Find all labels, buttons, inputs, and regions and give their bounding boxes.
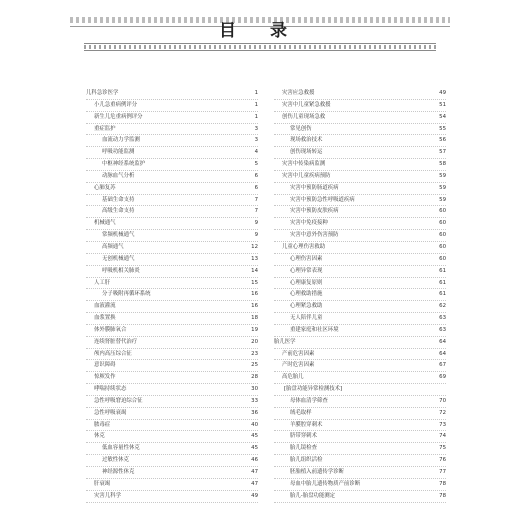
toc-entry-title: 母血中胎儿遗传物质产前诊断 xyxy=(290,480,361,487)
toc-entry-title: 急性呼吸衰竭 xyxy=(94,409,127,416)
toc-entry[interactable] xyxy=(86,124,258,136)
toc-entry-title: 意识障碍 xyxy=(94,362,116,369)
toc-entry[interactable] xyxy=(274,443,446,455)
toc-entry-page: 46 xyxy=(251,457,258,464)
toc-entry-page: 78 xyxy=(439,492,446,499)
toc-entry-title: 儿科急诊医学 xyxy=(86,90,119,96)
toc-entry-title: 无人陪伴儿童 xyxy=(290,315,323,322)
toc-entry[interactable] xyxy=(86,325,258,337)
toc-entry-title: 母体血清学筛查 xyxy=(290,397,328,404)
toc-entry-title: 胎儿组织活检 xyxy=(290,457,323,464)
toc-entry[interactable] xyxy=(274,266,446,278)
toc-entry[interactable] xyxy=(86,206,258,218)
toc-entry-title: 惊厥发作 xyxy=(94,374,116,381)
toc-entry-title: 灾害中预防肠道疾病 xyxy=(290,184,339,191)
toc-entry-title: 高危胎儿 xyxy=(282,374,304,381)
toc-entry[interactable] xyxy=(86,171,258,183)
toc-entry-title: 灾害中儿童紧急救援 xyxy=(282,101,331,108)
toc-entry-page: 61 xyxy=(439,279,446,286)
toc-entry-page: 45 xyxy=(251,445,258,452)
toc-entry-page: 6 xyxy=(254,184,258,191)
toc-entry[interactable] xyxy=(86,443,258,455)
toc-entry[interactable] xyxy=(274,206,446,218)
toc-entry-title: 新生儿危重病例评分 xyxy=(94,113,143,120)
toc-entry[interactable] xyxy=(86,372,258,384)
toc-entry-page: 59 xyxy=(439,196,446,203)
toc-entry-title: 灾害中儿童疾病预防 xyxy=(282,172,331,179)
toc-entry[interactable] xyxy=(86,396,258,408)
toc-entry-title: 心理异常表现 xyxy=(290,267,323,274)
toc-entry[interactable] xyxy=(274,349,446,361)
toc-entry[interactable] xyxy=(86,195,258,207)
toc-entry-page: 70 xyxy=(439,397,446,404)
toc-entry-title: 现场救治技术 xyxy=(290,137,323,144)
toc-entry[interactable] xyxy=(86,467,258,479)
toc-entry-title: 常频机械通气 xyxy=(102,232,135,239)
toc-entry[interactable] xyxy=(86,289,258,301)
toc-entry[interactable] xyxy=(274,491,446,503)
toc-entry-title: 低血容量性休克 xyxy=(102,445,140,452)
toc-entry[interactable] xyxy=(274,230,446,242)
toc-entry-page: 1 xyxy=(254,101,258,108)
toc-entry-page: 58 xyxy=(439,161,446,168)
toc-entry[interactable] xyxy=(274,278,446,290)
toc-entry-page: 20 xyxy=(251,338,258,345)
toc-entry-page: 60 xyxy=(439,243,446,250)
toc-entry-title: 心理紧急救助 xyxy=(290,303,323,310)
toc-entry[interactable] xyxy=(86,147,258,159)
toc-entry[interactable] xyxy=(274,242,446,254)
toc-entry-title: 血浆置换 xyxy=(94,315,116,322)
toc-entry[interactable] xyxy=(86,135,258,147)
toc-entry-page: 7 xyxy=(254,196,258,203)
title-underline-band xyxy=(84,43,436,51)
toc-entry-title: 心理救助措施 xyxy=(290,291,323,298)
toc-entry[interactable] xyxy=(86,159,258,171)
toc-entry-page: 1 xyxy=(254,113,258,120)
toc-entry[interactable] xyxy=(274,325,446,337)
toc-entry[interactable] xyxy=(86,301,258,313)
toc-entry[interactable] xyxy=(86,278,258,290)
band-line-top xyxy=(84,43,436,44)
toc-entry-page: 23 xyxy=(251,350,258,357)
toc-entry[interactable] xyxy=(86,218,258,230)
toc-entry[interactable] xyxy=(274,431,446,443)
toc-entry-page: 36 xyxy=(251,409,258,416)
toc-left-column xyxy=(86,88,258,503)
toc-entry-page: 33 xyxy=(251,397,258,404)
toc-entry-title: 小儿急重病例评分 xyxy=(94,101,138,108)
toc-entry[interactable] xyxy=(86,360,258,372)
toc-entry-title: 分子吸附再循环系统 xyxy=(102,291,151,298)
toc-entry-title: 胎儿医学 xyxy=(274,338,296,345)
toc-entry-title: 颅内高压综合征 xyxy=(94,350,132,357)
toc-entry[interactable] xyxy=(274,218,446,230)
toc-entry[interactable] xyxy=(274,396,446,408)
toc-entry[interactable] xyxy=(274,100,446,112)
toc-entry[interactable] xyxy=(86,408,258,420)
toc-entry-page: 47 xyxy=(251,469,258,475)
toc-entry-title: 基础生命支持 xyxy=(102,196,135,203)
toc-entry-title: 呼吸功能监测 xyxy=(102,149,135,156)
toc-entry[interactable] xyxy=(274,467,446,479)
toc-entry-title: 机械通气 xyxy=(94,220,116,227)
toc-entry-title: 体外膜肺氧合 xyxy=(94,326,127,333)
toc-entry-page: 13 xyxy=(251,255,258,262)
toc-entry-page: 63 xyxy=(439,315,446,322)
toc-entry[interactable] xyxy=(274,135,446,147)
toc-entry-page: 5 xyxy=(254,161,258,168)
toc-entry[interactable] xyxy=(274,455,446,467)
toc-entry-title: 灾害中传染病监测 xyxy=(282,161,326,168)
toc-entry-title: 产时危害因素 xyxy=(282,362,315,369)
toc-entry-page: 7 xyxy=(254,208,258,215)
toc-entry-page: 64 xyxy=(439,338,446,345)
toc-entry-title: 心理伤害因素 xyxy=(290,255,323,262)
toc-entry-page: 62 xyxy=(439,303,446,310)
toc-entry[interactable] xyxy=(86,420,258,432)
toc-entry-title: 胎儿-胎盘功能测定 xyxy=(290,492,336,499)
toc-entry[interactable] xyxy=(86,479,258,491)
toc-right-column xyxy=(274,88,446,503)
toc-entry[interactable] xyxy=(86,266,258,278)
toc-entry-page: 78 xyxy=(439,480,446,487)
toc-entry-page: 60 xyxy=(439,232,446,239)
toc-entry[interactable] xyxy=(274,159,446,171)
toc-entry-title: 灾害中意外伤害预防 xyxy=(290,232,339,239)
toc-entry[interactable] xyxy=(86,100,258,112)
band-line-bottom xyxy=(84,50,436,51)
toc-entry-page: 59 xyxy=(439,172,446,179)
toc-entry-page: 16 xyxy=(251,303,258,310)
toc-entry-page: 74 xyxy=(439,433,446,440)
toc-entry-page: 12 xyxy=(251,243,258,250)
toc-entry-title: 灾害中预防皮肤疾病 xyxy=(290,208,339,215)
toc-entry-page: 9 xyxy=(254,220,258,227)
toc-entry-title: 脓毒症 xyxy=(94,421,111,428)
toc-entry-page: 28 xyxy=(251,374,258,381)
toc-entry-title: 神经源性休克 xyxy=(102,469,135,475)
toc-entry-title: 连续肾脏替代治疗 xyxy=(94,338,138,345)
toc-entry-title: 哮喘持续状态 xyxy=(94,386,127,393)
toc-entry[interactable] xyxy=(86,242,258,254)
toc-entry-title: 灾害中免疫接种 xyxy=(290,220,328,227)
toc-entry-page: 75 xyxy=(439,445,446,452)
toc-entry-page: 3 xyxy=(254,137,258,144)
page-title: 目 录 xyxy=(219,21,301,41)
toc-entry[interactable] xyxy=(86,254,258,266)
toc-entry-page: 1 xyxy=(254,90,258,96)
toc-entry-page: 45 xyxy=(251,433,258,440)
toc-entry-page: 18 xyxy=(251,315,258,322)
toc-entry-page: 76 xyxy=(439,457,446,464)
toc-entry-page: 47 xyxy=(251,480,258,487)
toc-entry-title: 创伤现场转运 xyxy=(290,149,323,156)
toc-entry-title: 肝衰竭 xyxy=(94,480,111,487)
toc-entry[interactable] xyxy=(86,112,258,124)
toc-entry[interactable] xyxy=(86,183,258,195)
toc-entry-page: 72 xyxy=(439,409,446,416)
toc-entry-page: 9 xyxy=(254,232,258,239)
toc-entry-title: 动脉血气分析 xyxy=(102,172,135,179)
toc-entry[interactable] xyxy=(86,455,258,467)
toc-entry[interactable] xyxy=(274,171,446,183)
toc-entry[interactable] xyxy=(274,147,446,159)
toc-entry-page: 55 xyxy=(439,125,446,132)
toc-entry-page: 14 xyxy=(251,267,258,274)
toc-entry-title: 心肺复苏 xyxy=(94,184,116,191)
toc-entry-title: 血流动力学监测 xyxy=(102,137,140,144)
toc-entry-title: 重症监护 xyxy=(94,125,116,132)
toc-entry-page: 60 xyxy=(439,255,446,262)
toc-entry-title: 胚胎植入前遗传学诊断 xyxy=(290,469,344,475)
band-pattern xyxy=(84,45,436,49)
toc-entry-title: 高频通气 xyxy=(102,243,124,250)
toc-entry-title: 产前危害因素 xyxy=(282,350,315,357)
toc-entry-page: 77 xyxy=(439,469,446,475)
toc-entry-title: 羊膜腔穿刺术 xyxy=(290,421,323,428)
toc-entry-title: 重建家庭和社区环境 xyxy=(290,326,339,333)
toc-entry-title: 脐带穿刺术 xyxy=(290,433,317,440)
toc-entry[interactable] xyxy=(86,491,258,503)
toc-entry[interactable] xyxy=(274,384,446,396)
toc-entry[interactable] xyxy=(274,372,446,384)
toc-entry[interactable] xyxy=(274,289,446,301)
toc-entry-title: 人工肝 xyxy=(94,279,111,286)
toc-entry-title: 儿童心理伤害救助 xyxy=(282,243,326,250)
toc-entry[interactable] xyxy=(86,313,258,325)
toc-entry[interactable] xyxy=(86,349,258,361)
toc-entry[interactable] xyxy=(274,195,446,207)
toc-entry-page: 54 xyxy=(439,113,446,120)
toc-entry-title: 绒毛取样 xyxy=(290,409,312,416)
toc-entry-page: 25 xyxy=(251,362,258,369)
toc-entry-title: 高级生命支持 xyxy=(102,208,135,215)
toc-entry-page: 51 xyxy=(439,101,446,108)
toc-entry-page: 57 xyxy=(439,149,446,156)
toc-entry[interactable] xyxy=(274,360,446,372)
toc-entry[interactable] xyxy=(86,384,258,396)
toc-entry-title: 急性呼吸窘迫综合征 xyxy=(94,397,143,404)
toc-entry[interactable] xyxy=(274,301,446,313)
toc-entry[interactable] xyxy=(274,408,446,420)
toc-entry-title: 灾害儿科学 xyxy=(94,492,121,499)
toc-entry[interactable] xyxy=(274,112,446,124)
toc-columns xyxy=(86,88,446,520)
toc-entry-title: 心理康复原则 xyxy=(290,279,323,286)
toc-entry[interactable] xyxy=(274,124,446,136)
toc-entry-page: 30 xyxy=(251,386,258,393)
toc-entry-page: 67 xyxy=(439,362,446,369)
toc-entry-page: 69 xyxy=(439,374,446,381)
toc-entry[interactable] xyxy=(86,337,258,349)
toc-entry-page: 6 xyxy=(254,172,258,179)
toc-entry-title: 无创机械通气 xyxy=(102,255,135,262)
toc-entry-title: 休克 xyxy=(94,433,105,440)
toc-entry-page: 60 xyxy=(439,208,446,215)
toc-entry-page: 19 xyxy=(251,326,258,333)
toc-entry-page: 64 xyxy=(439,350,446,357)
toc-entry-title: 呼吸机相关肺炎 xyxy=(102,267,140,274)
toc-entry-title: 常见创伤 xyxy=(290,125,312,132)
toc-entry[interactable] xyxy=(274,479,446,491)
toc-entry-page: 49 xyxy=(251,492,258,499)
toc-entry-title: 血液灌流 xyxy=(94,303,116,310)
toc-entry-page: 61 xyxy=(439,267,446,274)
toc-entry-page: 63 xyxy=(439,326,446,333)
toc-entry[interactable] xyxy=(86,431,258,443)
toc-entry-title: 灾害应急救援 xyxy=(282,90,315,96)
toc-entry-title: 中枢神经系统监护 xyxy=(102,161,146,168)
toc-entry-title: 胎儿镜检查 xyxy=(290,445,317,452)
toc-entry[interactable] xyxy=(274,88,446,100)
toc-entry-title: [胎盘功能异常检测技术] xyxy=(284,386,343,393)
toc-entry[interactable] xyxy=(274,254,446,266)
toc-entry-page: 73 xyxy=(439,421,446,428)
toc-entry-title: 创伤儿童现场急救 xyxy=(282,113,326,120)
toc-entry[interactable] xyxy=(86,230,258,242)
toc-entry-page: 61 xyxy=(439,291,446,298)
toc-entry[interactable] xyxy=(274,337,446,349)
toc-entry[interactable] xyxy=(274,420,446,432)
toc-entry-page: 59 xyxy=(439,184,446,191)
toc-entry-page: 49 xyxy=(439,90,446,96)
toc-entry-title: 灾害中预防急性呼吸道疾病 xyxy=(290,196,355,203)
toc-entry[interactable] xyxy=(274,183,446,195)
toc-entry-page: 56 xyxy=(439,137,446,144)
toc-entry-page: 4 xyxy=(254,149,258,156)
toc-entry-page: 40 xyxy=(251,421,258,428)
toc-entry-title: 过敏性休克 xyxy=(102,457,129,464)
toc-entry[interactable] xyxy=(86,88,258,100)
toc-entry-page: 15 xyxy=(251,279,258,286)
toc-entry[interactable] xyxy=(274,313,446,325)
toc-entry-page: 16 xyxy=(251,291,258,298)
toc-entry-page: 60 xyxy=(439,220,446,227)
toc-entry-page: 3 xyxy=(254,125,258,132)
